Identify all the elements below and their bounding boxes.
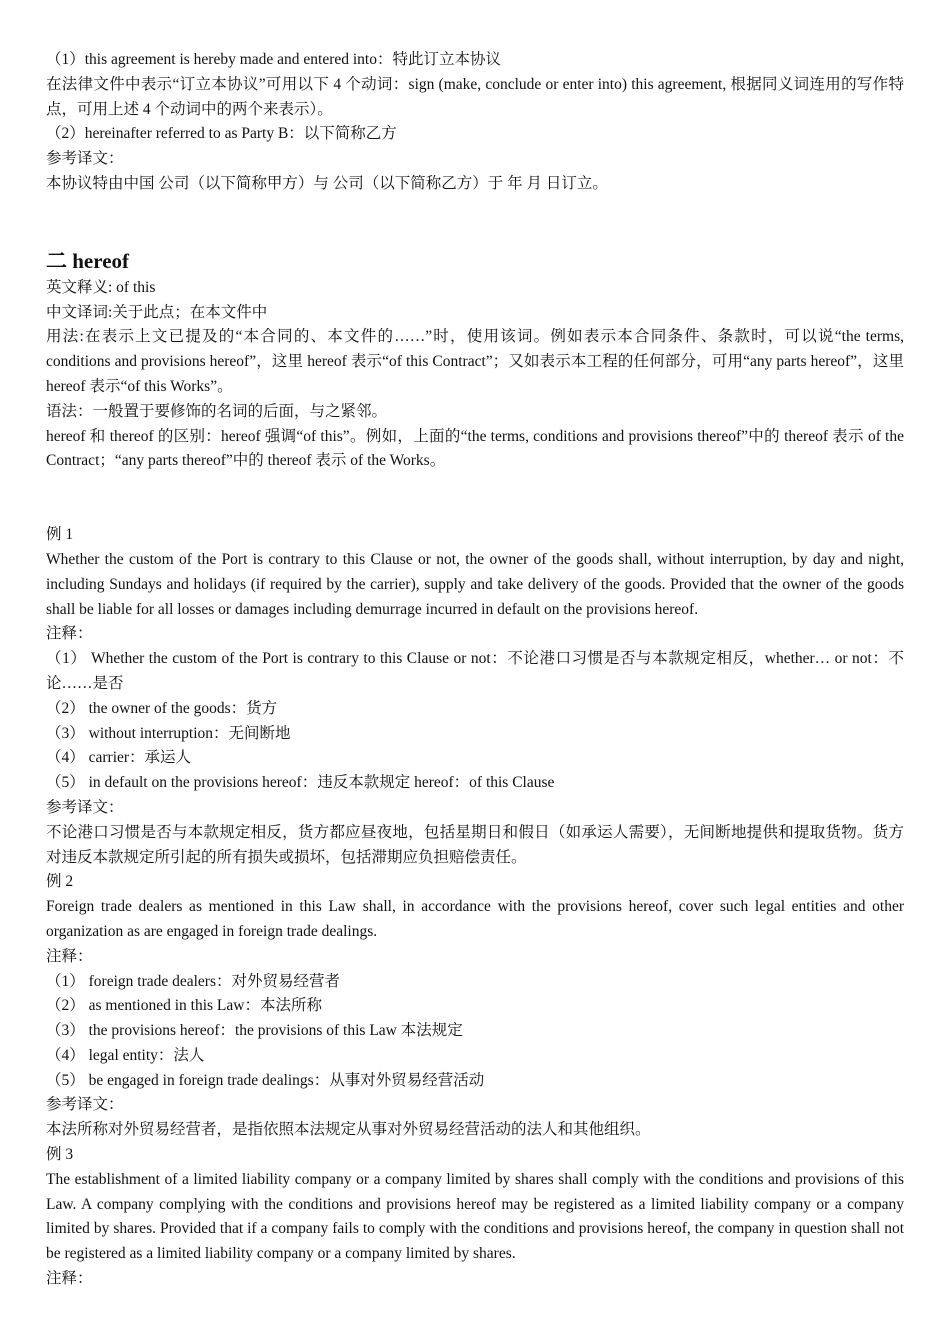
example-text: Whether the custom of the Port is contrary to this Clause or not, the owner of the goods shall, without interruption, by day and night, including Sundays and holidays (if required by the carrier), supply and take delivery of the goods. Provided that the owner of the goods shall be liable for all losses or damages including demurrage incurred in default on the provisions hereof. — [46, 550, 904, 618]
note-item: （4） carrier：承运人 — [46, 749, 192, 767]
example-label: 例 3 — [46, 1146, 74, 1164]
example-text: The establishment of a limited liability company or a company limited by shares shall comply with the conditions and provisions of this Law. A company complying with the conditions and provisions hereof may be registered as a limited liability company or a company limited by shares. Provided that if a company fails to comply with the conditions and provisions hereof, the company in question shall not be registered as a limited liability company or a company limited by shares. — [46, 1170, 904, 1263]
intro-line: （2）hereinafter referred to as Party B：以下简称乙方 — [46, 125, 397, 143]
note-item: （2） as mentioned in this Law：本法所称 — [46, 997, 322, 1015]
example-1 — [46, 523, 904, 870]
spacer — [46, 474, 904, 523]
note-item: （3） the provisions hereof：the provisions of this Law 本法规定 — [46, 1022, 463, 1040]
example-text: Foreign trade dealers as mentioned in this Law shall, in accordance with the provisions hereof, cover such legal entities and other organization as are engaged in foreign trade dealings. — [46, 898, 904, 940]
notes-label: 注释： — [46, 625, 93, 643]
intro-line: 在法律文件中表示“订立本协议”可用以下 4 个动词：sign (make, conclude or enter into) this agreement, 根据同义词连用的写作特点，可用上述 4 个动词中的两个来表示）。 — [46, 75, 904, 118]
example-label: 例 2 — [46, 873, 74, 891]
note-item: （1） foreign trade dealers：对外贸易经营者 — [46, 972, 341, 990]
note-item: （3） without interruption：无间断地 — [46, 724, 291, 742]
intro-line: 参考译文： — [46, 150, 124, 168]
note-item: （5） be engaged in foreign trade dealings：从事对外贸易经营活动 — [46, 1071, 485, 1089]
translation-text: 本法所称对外贸易经营者，是指依照本法规定从事对外贸易经营活动的法人和其他组织。 — [46, 1121, 651, 1139]
note-item: （4） legal entity：法人 — [46, 1046, 205, 1064]
intro-line: 本协议特由中国 公司（以下简称甲方）与 公司（以下简称乙方）于 年 月 日订立。 — [46, 174, 608, 192]
note-item: （1） Whether the custom of the Port is contrary to this Clause or not：不论港口习惯是否与本款规定相反，whether… or not：不论……是否 — [46, 650, 904, 692]
intro-block — [46, 48, 904, 197]
section-line: 用法:在表示上文已提及的“本合同的、本文件的……”时，使用该词。例如表示本合同条件、条款时，可以说“the terms, conditions and provisions hereof”，这里 hereof 表示“of this Contract”；又如表示本工程的任何部分，可用“any parts hereof”，这里 hereof 表示“of this Works”。 — [46, 328, 904, 395]
section-line: 中文译词:关于此点；在本文件中 — [46, 303, 268, 321]
example-3 — [46, 1143, 904, 1292]
section-line: 语法：一般置于要修饰的名词的后面，与之紧邻。 — [46, 402, 388, 420]
section-line: hereof 和 thereof 的区别：hereof 强调“of this”。例如，上面的“the terms, conditions and provisions thereof”中的 thereof 表示 of the Contract；“any parts thereof”中的 thereof 表示 of the Works。 — [46, 427, 904, 470]
example-2 — [46, 870, 904, 1143]
section-hereof — [46, 246, 904, 474]
translation-text: 不论港口习惯是否与本款规定相反，货方都应昼夜地，包括星期日和假日（如承运人需要），无间断地提供和提取货物。货方对违反本款规定所引起的所有损失或损坏，包括滞期应负担赔偿责任。 — [46, 823, 904, 866]
notes-label: 注释： — [46, 1270, 93, 1288]
note-item: （5） in default on the provisions hereof：违反本款规定 hereof：of this Clause — [46, 774, 555, 792]
section-title: 二 hereof — [46, 248, 130, 273]
example-label: 例 1 — [46, 526, 74, 544]
translation-label: 参考译文： — [46, 798, 124, 816]
notes-label: 注释： — [46, 947, 93, 965]
translation-label: 参考译文： — [46, 1096, 124, 1114]
section-line: 英文释义: of this — [46, 278, 156, 296]
intro-line: （1）this agreement is hereby made and entered into：特此订立本协议 — [46, 51, 501, 68]
spacer — [46, 197, 904, 246]
note-item: （2） the owner of the goods：货方 — [46, 699, 278, 717]
